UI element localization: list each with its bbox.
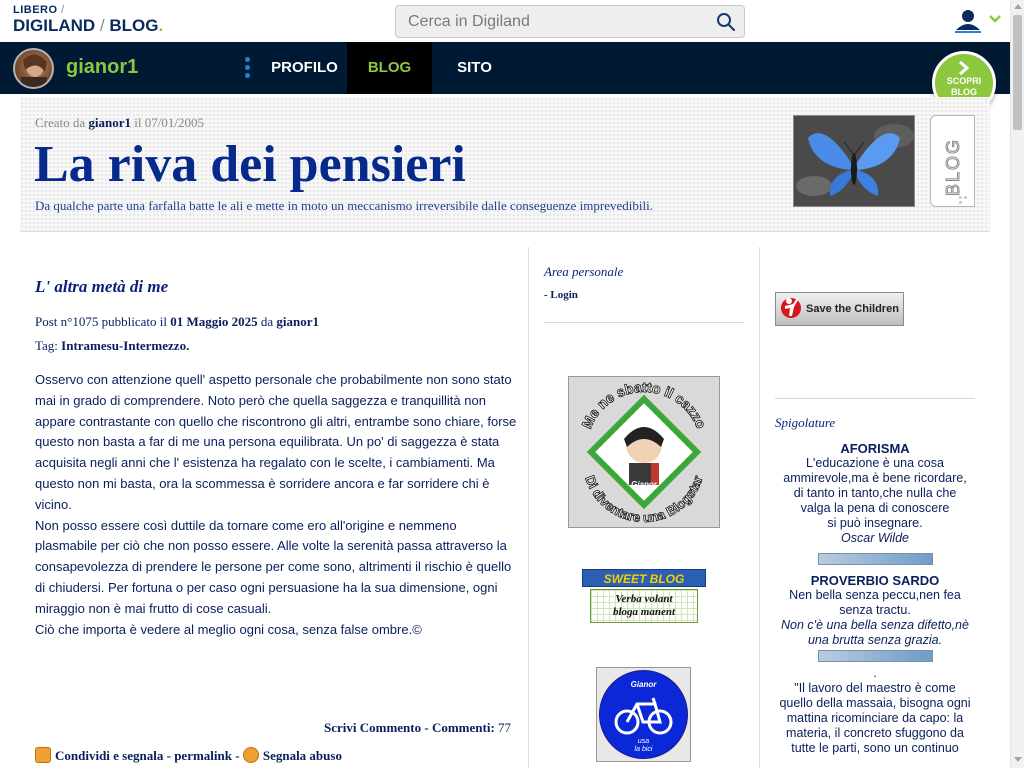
login-link[interactable]: - Login — [544, 289, 578, 301]
logo-slash-2: / — [99, 16, 105, 35]
avatar-photo — [15, 50, 52, 87]
bike-badge-image[interactable] — [596, 667, 691, 762]
profile-nav-bar — [0, 42, 1010, 94]
quote-line: . — [873, 666, 877, 680]
search-icon[interactable] — [716, 12, 736, 32]
logo-libero: LIBERO — [13, 4, 58, 16]
bike-badge-bottom-2: la bici — [634, 746, 653, 753]
blog-tab-text: BLOG — [943, 137, 963, 196]
logo-slash: / — [61, 4, 65, 16]
separator: - — [235, 748, 240, 763]
save-the-children-logo-icon — [779, 294, 807, 326]
created-date: 07/01/2005 — [144, 115, 205, 130]
post-meta-prefix: Post n°1075 pubblicato il — [35, 314, 167, 329]
sweet-blog-motto-line2: bloga manent — [612, 606, 676, 618]
comments-label[interactable]: Commenti: — [431, 720, 495, 735]
blog-header — [20, 97, 990, 232]
scopri-label: SCOPRI — [946, 76, 982, 86]
post-comments — [324, 720, 511, 736]
proverbio-translation: una brutta senza grazia. — [807, 633, 943, 647]
quote-line: "Il lavoro del maestro è come — [794, 681, 956, 695]
page-scrollbar[interactable] — [1010, 0, 1024, 768]
blog-tab-label — [930, 115, 975, 207]
badge-name: Gianor — [631, 480, 657, 489]
post-meta-by: da — [260, 314, 274, 329]
aforisma-line: si può insegnare. — [827, 516, 923, 530]
blog-description: Da qualche parte una farfalla batte le ali e mette in moto un meccanismo irreversibile dalle conseguenze imprevedibili. — [35, 198, 653, 213]
more-menu-icon[interactable] — [243, 57, 251, 81]
sweet-blog-motto — [590, 589, 698, 623]
column-divider — [528, 247, 529, 768]
aforisma-line: ammirevole,ma è bene ricordare, — [783, 471, 967, 485]
bike-badge-top: Gianor — [630, 680, 657, 689]
post-author-link[interactable]: gianor1 — [276, 314, 319, 329]
chevron-down-icon[interactable] — [988, 14, 1002, 24]
write-comment-link[interactable]: Scrivi Commento — [324, 720, 422, 735]
separator: - — [166, 748, 171, 763]
author-link[interactable]: gianor1 — [88, 115, 132, 130]
post-body — [35, 370, 517, 640]
proverbio-line: senza tractu. — [839, 603, 911, 617]
aforisma-line: di tanto in tanto,che nulla che — [793, 486, 957, 500]
scroll-down-arrow-icon[interactable] — [1014, 757, 1022, 762]
post-paragraph: Ciò che importa è vedere al meglio ogni cosa, senza false ombre.© — [35, 621, 422, 637]
created-prefix: Creato da — [35, 115, 86, 130]
created-mid: il — [134, 115, 142, 130]
aforisma-author: Oscar Wilde — [841, 531, 909, 545]
aforisma-line: L'educazione è una cosa — [806, 456, 944, 470]
butterfly-image — [793, 115, 915, 207]
created-by — [35, 115, 204, 131]
sweet-blog-title: SWEET BLOG — [582, 569, 706, 587]
quote-line: materia, il concreto sfuggono da — [786, 726, 964, 740]
post-paragraph: Osservo con attenzione quell' aspetto personale che probabilmente non sono stato mai in grado di comprendere. Noto però che quella saggezza e tranquillità non appare contrastante con quello che riscontrono gli altri, entrambe sono chiare, forse questo non basta a far di me una persona equilibrata. Un po' di saggezza è stata acquisita negli anni che l' esistenza ha regalato con le scelte, i cambiamenti. Ma questo non mi basta, ora la scommessa è sorridere ancora e far sorridere chi è vicino. — [35, 372, 517, 512]
divider — [775, 398, 975, 399]
scrollbar-thumb[interactable] — [1013, 15, 1022, 130]
avatar[interactable] — [13, 48, 54, 89]
decorative-divider-bar-2 — [818, 650, 933, 662]
permalink-link[interactable]: permalink — [174, 748, 232, 763]
post-tags — [35, 338, 189, 354]
tag-link[interactable]: Intramesu-Intermezzo. — [61, 338, 190, 353]
bike-badge-bottom-1: usa — [637, 738, 650, 745]
blogstar-badge-image[interactable] — [568, 376, 720, 528]
save-the-children-label: Save the Children — [806, 303, 899, 315]
sweet-blog-motto-line1: Verba volant — [615, 593, 673, 605]
user-icon[interactable] — [953, 8, 983, 34]
aforisma-heading: AFORISMA — [840, 441, 910, 456]
search-input[interactable] — [396, 6, 706, 37]
digiland-logo[interactable] — [13, 4, 163, 36]
tab-sito[interactable]: SITO — [457, 59, 492, 76]
divider — [544, 322, 744, 323]
post-meta — [35, 314, 319, 330]
sweet-blog-badge[interactable] — [582, 569, 706, 625]
logo-digiland: DIGILAND — [13, 16, 96, 35]
chevron-right-icon — [957, 60, 971, 76]
logo-dot: . — [158, 16, 164, 35]
spigolature-content — [775, 441, 975, 756]
proverbio-heading: PROVERBIO SARDO — [810, 573, 940, 588]
share-icon[interactable] — [35, 747, 51, 763]
tab-profilo[interactable]: PROFILO — [271, 59, 338, 76]
profile-username[interactable]: gianor1 — [66, 56, 139, 78]
quote-line: mattina ricominciare da capo: la — [786, 711, 964, 725]
report-abuse-link[interactable]: Segnala abuso — [262, 748, 342, 763]
save-the-children-button[interactable] — [775, 292, 904, 326]
tags-label: Tag: — [35, 338, 58, 353]
decorative-divider-bar — [818, 553, 933, 565]
spigolature-title: Spigolature — [775, 415, 836, 430]
quote-line: quello della massaia, bisogna ogni — [779, 696, 971, 710]
scopri-blog-label: BLOG — [951, 87, 977, 97]
separator: - — [424, 720, 429, 735]
post-title[interactable]: L' altra metà di me — [35, 277, 169, 296]
badge-bottom-text: Di diventare una Blogstar — [582, 473, 706, 526]
column-divider-2 — [759, 247, 760, 768]
badge-top-text: Me ne sbatto il cazzo — [578, 378, 710, 431]
logo-blog: BLOG — [109, 16, 159, 35]
report-abuse-icon[interactable] — [243, 747, 259, 763]
proverbio-translation: Non c'è una bella senza difetto,nè — [781, 618, 969, 632]
share-link[interactable]: Condividi e segnala — [55, 748, 164, 763]
post-date: 01 Maggio 2025 — [170, 314, 258, 329]
comments-count: 77 — [498, 720, 512, 735]
blog-title[interactable]: La riva dei pensieri — [34, 136, 466, 193]
area-personale-title: Area personale — [544, 264, 624, 279]
proverbio-line: Nen bella senza peccu,nen fea — [789, 588, 961, 602]
search-box — [395, 5, 745, 38]
top-bar — [0, 0, 1010, 42]
scroll-up-arrow-icon[interactable] — [1014, 4, 1022, 9]
tab-blog[interactable]: BLOG — [347, 42, 432, 94]
quote-line: tutte le parti, sono un continuo — [791, 741, 959, 755]
post-share-bar — [35, 747, 342, 764]
post-paragraph: Non posso essere così duttile da tornare come ero all'origine e nemmeno plasmabile per ciò che non posso essere. Alle volte la serenità passa attraverso la consapevolezza di prendere le persone per come sono, altrimenti il rischio è quello di chiudersi. Per fortuna o per caso ogni persuasione ha la sua dimensione, ogni miraggio non è mai frutto di cose casuali. — [35, 517, 512, 616]
aforisma-line: valga la pena di conoscere — [800, 501, 950, 515]
